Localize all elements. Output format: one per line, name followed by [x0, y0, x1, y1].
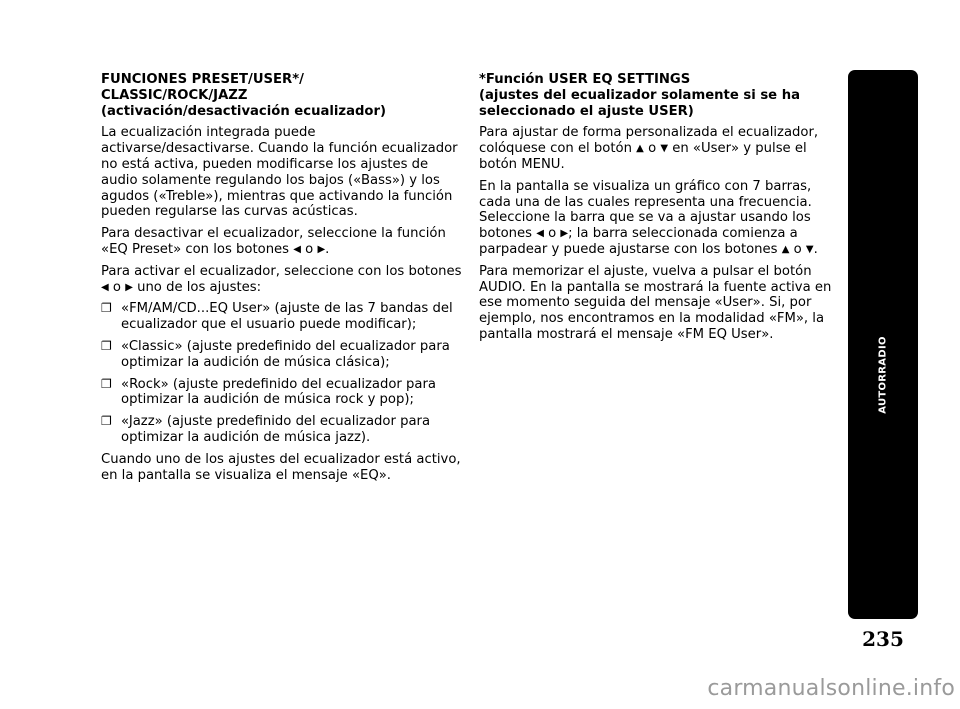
- text-segment: En la pantalla se visualiza un gráfico con 7 barras, cada una de las cuales representa una frecuencia. Seleccione la barra que se va a ajustar usando los botones: [479, 178, 812, 242]
- triangle-down-icon: ▼: [660, 143, 669, 155]
- section-heading-user-eq: [479, 72, 841, 119]
- heading-line: CLASSIC/ROCK/JAZZ: [101, 87, 248, 103]
- text-segment: o: [793, 241, 802, 257]
- text-segment: Para ajustar de forma personalizada el ecualizador, colóquese con el botón: [479, 125, 819, 157]
- paragraph-eq-message: Cuando uno de los ajustes del ecualizador está activo, en la pantalla se visualiza el mensaje «EQ».: [101, 451, 461, 483]
- chapter-side-tab: [848, 70, 918, 619]
- paragraph-intro: La ecualización integrada puede activarse/desactivarse. Cuando la función ecualizador no está activa, pueden modificarse los ajustes de audio solamente regulando los bajos («Bass») y los agudos («Treble»), mientras que activando la función pueden regularse las curvas acústicas.: [101, 125, 458, 220]
- heading-line: FUNCIONES PRESET/USER*/: [101, 72, 304, 87]
- triangle-left-icon: ◀: [101, 281, 109, 293]
- triangle-right-icon: ▶: [317, 243, 326, 255]
- list-item-text: «Jazz» (ajuste predefinido del ecualizador para optimizar la audición de música jazz).: [121, 414, 431, 445]
- text-segment: uno de los ajustes:: [137, 279, 262, 295]
- text-segment: o: [648, 141, 657, 157]
- right-column: [479, 72, 841, 349]
- text-segment: .: [813, 241, 818, 257]
- text-segment: Para desactivar el ecualizador, seleccione la función «EQ Preset» con los botones: [101, 226, 446, 257]
- heading-line: [479, 72, 841, 88]
- list-item: [101, 339, 463, 371]
- list-item-text: «FM/AM/CD...EQ User» (ajuste de las 7 bandas del ecualizador que el usuario puede modificar);: [121, 301, 453, 333]
- list-item-text: «Rock» (ajuste predefinido del ecualizador para optimizar la audición de música rock y pop);: [121, 376, 436, 408]
- triangle-up-icon: ▲: [781, 243, 790, 255]
- side-tab-label-wrap: [848, 70, 918, 619]
- heading-prefix: *Función: [479, 72, 544, 87]
- checkbox-bullet-icon: ❐: [101, 414, 112, 429]
- section-heading-preset: [101, 72, 463, 119]
- triangle-down-icon: ▼: [805, 243, 814, 255]
- heading-line: seleccionado el ajuste USER): [479, 103, 694, 119]
- text-segment: o: [112, 279, 121, 295]
- left-column: [101, 72, 463, 489]
- triangle-left-icon: ◀: [293, 243, 301, 255]
- paragraph-memorize: Para memorizar el ajuste, vuelva a pulsar el botón AUDIO. En la pantalla se mostrará la fuente activa en ese momento seguida del mensaje «User». Si, por ejemplo, nos encontramos en la modalidad «FM», la pantalla mostrará el mensaje «FM EQ User».: [479, 263, 832, 342]
- text-segment: ; la barra seleccionada comienza a parpadear y puede ajustarse con los botones: [479, 226, 798, 257]
- heading-text: USER EQ SETTINGS: [548, 72, 691, 87]
- text-segment: o: [548, 226, 557, 242]
- list-item-text: «Classic» (ajuste predefinido del ecualizador para optimizar la audición de música clásica);: [121, 338, 450, 370]
- list-item: [101, 414, 463, 446]
- text-segment: .: [325, 241, 330, 257]
- triangle-left-icon: ◀: [536, 228, 544, 240]
- text-segment: Para activar el ecualizador, seleccione con los botones: [101, 263, 462, 279]
- side-tab-label: AUTORRADIO: [877, 336, 889, 414]
- list-item: [101, 301, 463, 333]
- heading-line: (ajustes del ecualizador solamente si se ha: [479, 87, 801, 103]
- triangle-right-icon: ▶: [560, 228, 569, 240]
- heading-line: (activación/desactivación ecualizador): [101, 103, 387, 119]
- paragraph-deactivate: [101, 226, 463, 258]
- paragraph-activate: [101, 264, 463, 296]
- checkbox-bullet-icon: ❐: [101, 338, 112, 353]
- text-segment: en «User» y pulse el botón MENU.: [479, 141, 807, 172]
- watermark-text: carmanualsonline.info: [707, 676, 955, 701]
- paragraph-user-setup: [479, 125, 841, 172]
- triangle-right-icon: ▶: [125, 281, 133, 293]
- page-number: 235: [862, 627, 904, 651]
- checkbox-bullet-icon: ❐: [101, 376, 112, 391]
- paragraph-bars: [479, 179, 841, 258]
- checkbox-bullet-icon: ❐: [101, 301, 112, 316]
- triangle-up-icon: ▲: [636, 143, 644, 155]
- text-segment: o: [305, 241, 314, 257]
- list-item: [101, 377, 463, 409]
